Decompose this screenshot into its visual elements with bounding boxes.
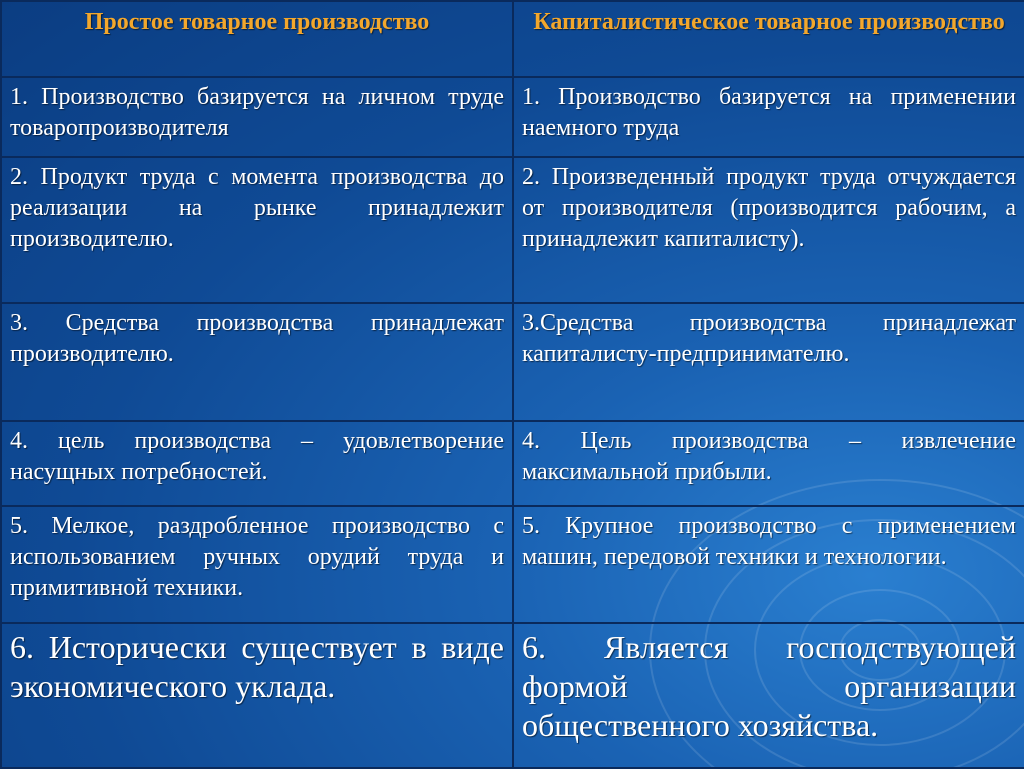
header-capitalist-production: Капиталистическое товарное производство (513, 1, 1024, 77)
table-row (1, 303, 1024, 421)
table-row (1, 421, 1024, 506)
row-5-right: 5. Крупное производство с применением машин, передовой техники и технологии. (513, 506, 1024, 623)
row-2-left: 2. Продукт труда с момента производства до реализации на рынке принадлежит производителю. (1, 157, 513, 303)
table-row (1, 623, 1024, 768)
row-5-left: 5. Мелкое, раздробленное производство с использованием ручных орудий труда и примитивной техники. (1, 506, 513, 623)
row-4-right: 4. Цель производства – извлечение максимальной прибыли. (513, 421, 1024, 506)
table-header-row (1, 1, 1024, 77)
row-1-left: 1. Производство базируется на личном труде товаропроизводителя (1, 77, 513, 157)
header-simple-production: Простое товарное производство (1, 1, 513, 77)
table-row (1, 77, 1024, 157)
row-2-right: 2. Произведенный продукт труда отчуждается от производителя (производится рабочим, а принадлежит капиталисту). (513, 157, 1024, 303)
row-3-left: 3. Средства производства принадлежат производителю. (1, 303, 513, 421)
table-row (1, 157, 1024, 303)
row-1-right: 1. Производство базируется на применении наемного труда (513, 77, 1024, 157)
row-6-left: 6. Исторически существует в виде экономического уклада. (1, 623, 513, 768)
row-6-right: 6. Является господствующей формой организации общественного хозяйства. (513, 623, 1024, 768)
row-3-right: 3.Средства производства принадлежат капиталисту-предпринимателю. (513, 303, 1024, 421)
table-row (1, 506, 1024, 623)
row-4-left: 4. цель производства – удовлетворение насущных потребностей. (1, 421, 513, 506)
